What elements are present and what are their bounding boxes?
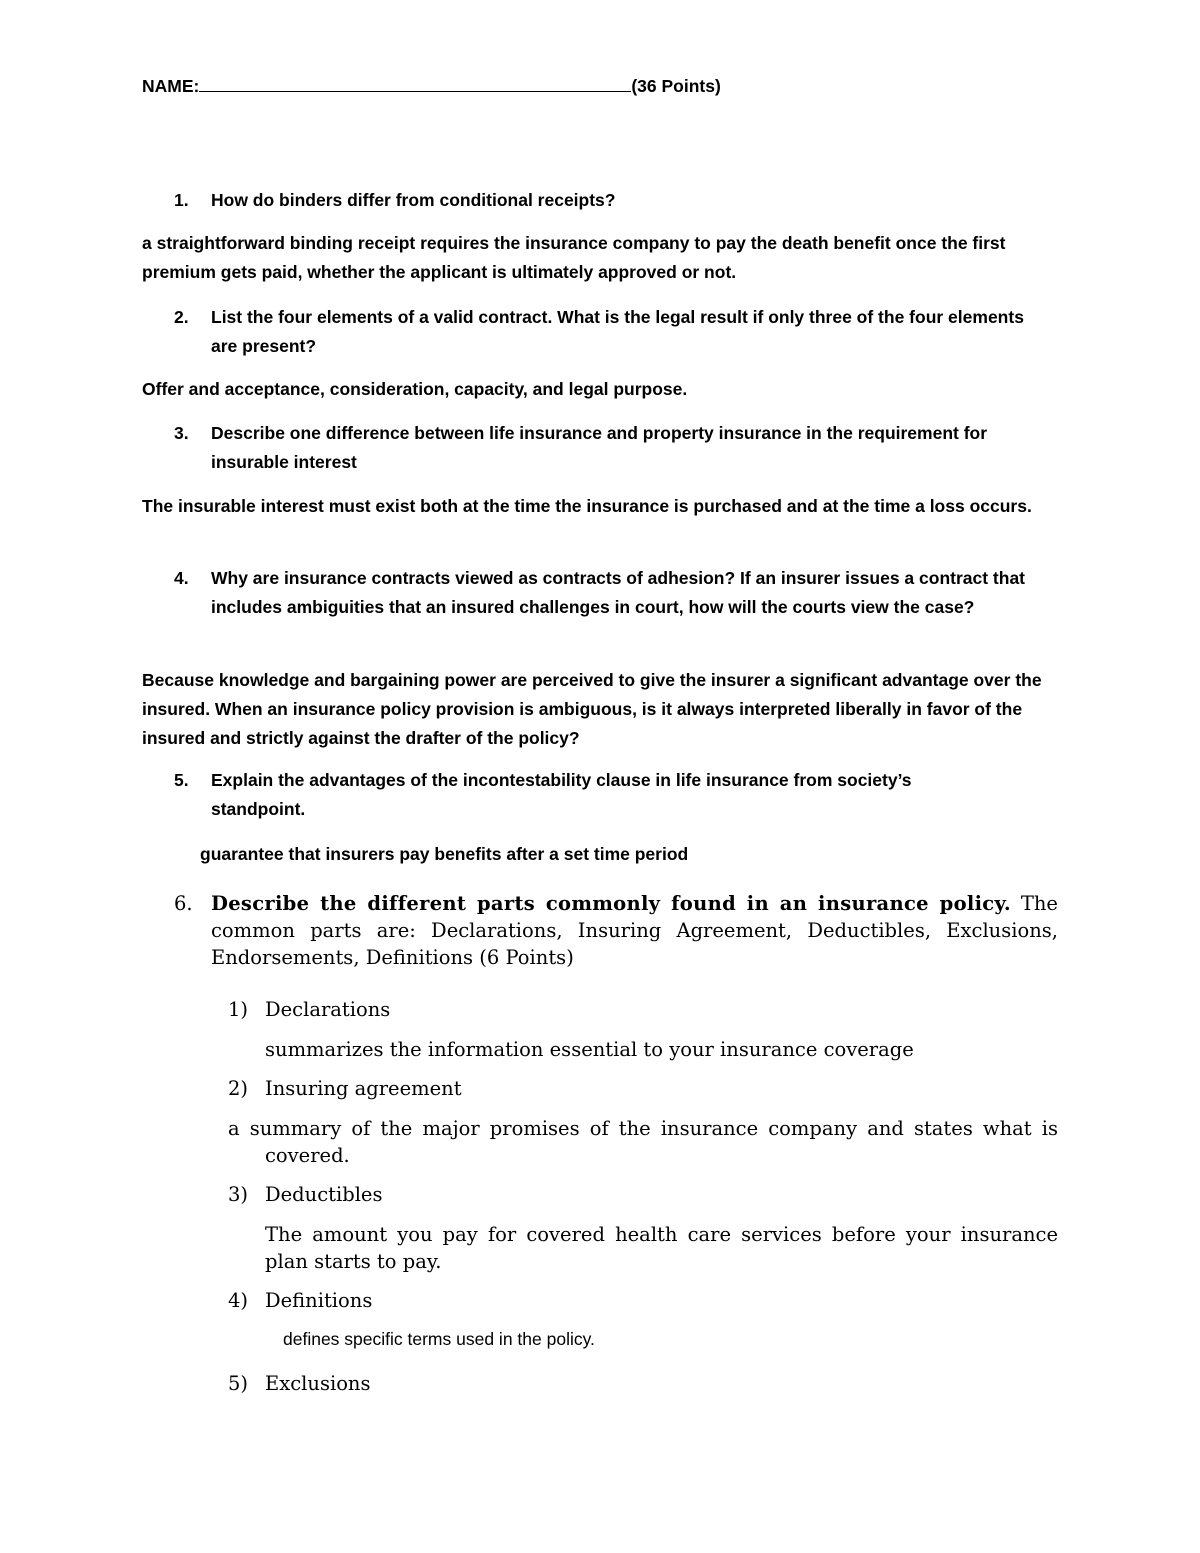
answer-5: guarantee that insurers pay benefits after a set time period [200, 844, 689, 864]
question-6 [174, 890, 1058, 971]
question-number: 3. [174, 423, 189, 443]
question-rest-text: The common parts are: Declarations, Insuring Agreement, Deductibles, Exclusions, Endorsements, Definitions (6 Points) [211, 892, 1058, 969]
question-number: 1. [174, 190, 189, 210]
answer-3: The insurable interest must exist both at the time the insurance is purchased and at the time a loss occurs. [142, 496, 1032, 516]
question-number: 5. [174, 770, 189, 790]
part-1-answer: summarizes the information essential to your insurance coverage [265, 1038, 914, 1061]
question-number: 4. [174, 568, 189, 588]
answer-1: a straightforward binding receipt requires the insurance company to pay the death benefit once the first premium gets paid, whether the applicant is ultimately approved or not. [142, 233, 1006, 282]
part-label: Exclusions [265, 1372, 371, 1395]
question-number: 6. [174, 892, 193, 915]
answer-4: Because knowledge and bargaining power are perceived to give the insurer a significant advantage over the insured. When an insurance policy provision is ambiguous, is it always interpreted liberally in favor of the insured and strictly against the drafter of the policy? [142, 670, 1042, 748]
points-label: (36 Points) [631, 76, 721, 96]
part-number: 3) [228, 1183, 249, 1206]
part-number: 1) [228, 998, 249, 1021]
question-number: 2. [174, 307, 189, 327]
part-4-answer: defines specific terms used in the policy. [283, 1329, 595, 1349]
part-label: Insuring agreement [265, 1077, 462, 1100]
part-number: 4) [228, 1289, 249, 1312]
part-label: Declarations [265, 998, 391, 1021]
answer-2: Offer and acceptance, consideration, capacity, and legal purpose. [142, 379, 688, 399]
question-text: Explain the advantages of the incontestability clause in life insurance from society’s standpoint. [211, 770, 912, 819]
part-3-answer: The amount you pay for covered health care services before your insurance plan starts to pay. [265, 1223, 1058, 1273]
question-bold-text: Describe the different parts commonly found in an insurance policy. [211, 892, 1011, 915]
part-number: 2) [228, 1077, 249, 1100]
question-text: Describe one difference between life insurance and property insurance in the requirement for insurable interest [211, 423, 988, 472]
question-text: How do binders differ from conditional receipts? [211, 190, 616, 210]
worksheet-header [142, 72, 1042, 101]
name-label: NAME: [142, 76, 200, 96]
question-text: List the four elements of a valid contract. What is the legal result if only three of the four elements are present? [211, 307, 1024, 356]
question-text: Why are insurance contracts viewed as contracts of adhesion? If an insurer issues a contract that includes ambiguities that an insured challenges in court, how will the courts view the case? [211, 568, 1025, 617]
part-label: Deductibles [265, 1183, 383, 1206]
part-2-answer: a summary of the major promises of the insurance company and states what is covered. [228, 1117, 1058, 1167]
part-number: 5) [228, 1372, 249, 1395]
name-blank-line [199, 73, 631, 92]
part-label: Definitions [265, 1289, 373, 1312]
question-text [211, 890, 1058, 971]
